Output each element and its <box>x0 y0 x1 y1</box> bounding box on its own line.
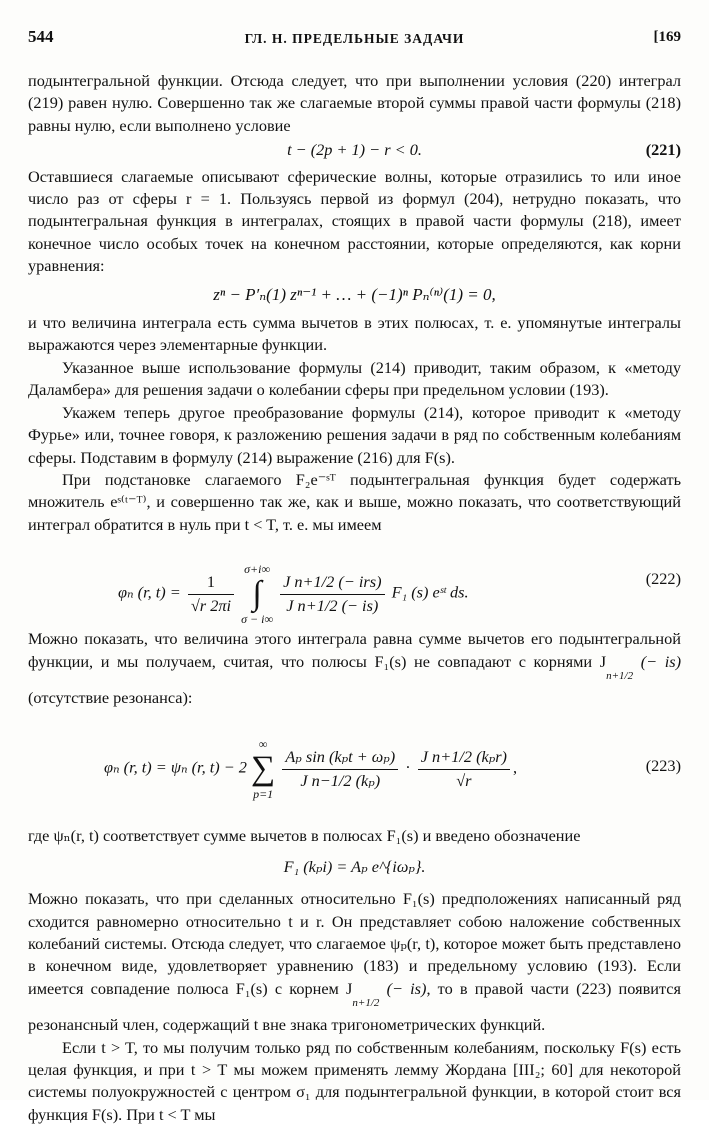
paragraph: Можно показать, что величина этого интеграла равна сумме вычетов его подынтегральной функции, и мы получаем, считая, что полюсы F₁(s) не совпадают с корнями $J_{n+1/2}$ (− is) (отсутствие резонанса): <box>28 629 681 707</box>
paragraph-text: Можно показать, что величина этого интеграла равна сумме вычетов его подынтегральной функции, и мы получаем, считая, что полюсы F₁(s) не совпадают с корнями J <box>28 629 681 671</box>
paragraph: Если t > T, то мы получим только ряд по собственным колебаниям, поскольку F(s) есть целая функция, и при t > T мы можем применять лемму Жордана [III₂; 60] для некоторой системы полуокружностей с центром σ₁ для подынтегральной функции, в которой стоит вся функция F(s). При t < T мы <box>28 1037 681 1124</box>
equation-221-expr: t − (2p + 1) − r < 0. <box>287 140 422 160</box>
equation-roots: zⁿ − P′ₙ(1) zⁿ⁻¹ + … + (−1)ⁿ Pₙ⁽ⁿ⁾(1) = 0, <box>213 284 496 304</box>
eq223-den2: √r <box>456 770 472 790</box>
paragraph-text: (отсутствие резонанса): <box>28 687 193 707</box>
eq223-num1: Aₚ sin (kₚt + ωₚ) <box>282 746 398 769</box>
equation-number: (223) <box>645 756 681 776</box>
integral-sign: ∫ <box>252 575 262 613</box>
equation-number: (222) <box>645 569 681 589</box>
paragraph: Указанное выше использование формулы (214) приводит, таким образом, к «методу Даламбера» для решения задачи о колебании сферы при предельном условии (193). <box>28 357 681 400</box>
equation-number: (221) <box>645 140 681 160</box>
equation-223: φₙ (r, t) = ψₙ (r, t) − 2 ∞ ∑ p=1 $\frac{\text{Aₚ sin (kₚt + ωₚ)}}{\text{J n−1/2 (kₚ)}}$ · $\frac{\text{J n+1/2 (kₚr)}}{√r}$ , (223) <box>104 737 681 802</box>
eq222-coef-den: √r 2πi <box>190 595 232 615</box>
eq223-num2: J n+1/2 (kₚr) <box>418 746 510 769</box>
paragraph: Можно показать, что при сделанных относительно F₁(s) предположениях написанный ряд сходится равномерно относительно t и r. Он представляет собою наложение собственных колебаний системы. Отсюда следует, что слагаемое ψₚ(r, t), которое может быть представлено в конечном виде, удовлетворяет уравнению (183) и предельному условию (193). Если имеется совпадение полюса F₁(s) с корнем $J_{n+1/2}$ (− is), то в правой части (223) появится резонансный член, содержащий t вне знака тригонометрических функций. <box>28 889 682 1035</box>
page-number: 544 <box>28 27 54 46</box>
inline-bessel-arg: (− is) <box>640 651 681 671</box>
eq222-lower-limit: σ − i∞ <box>241 612 274 627</box>
paragraph: Оставшиеся слагаемые описывают сферические волны, которые отразились то или иное число раз от сферы r = 1. Пользуясь первой из формул (204), нетрудно показать, что подынтегральная функция в интегралах, стоящих в правой части формулы (218), имеет конечное число особых точек на конечном расстоянии, которые определяются, как корни уравнения: <box>28 166 681 276</box>
paragraph: Укажем теперь другое преобразование формулы (214), которое приводит к «методу Фурье» или, точнее говоря, к разложению решения задачи в ряд по собственным колебаниям сферы. Подставим в формулу (214) выражение (216) для F(s). <box>28 402 681 467</box>
page-body <box>28 70 681 1126</box>
eq222-tail: F₁ (s) eˢᵗ ds. <box>391 582 469 602</box>
eq223-sum <box>251 737 275 801</box>
paragraph-text: , то в правой части (223) появится резонансный член, содержащий t вне знака тригонометрических функций. <box>28 978 682 1035</box>
eq223-sum-lower: p=1 <box>253 787 274 802</box>
eq222-coefficient <box>188 571 234 617</box>
eq223-lhs: φₙ (r, t) = ψₙ (r, t) − 2 <box>104 758 247 778</box>
chapter-title: ГЛ. Н. ПРЕДЕЛЬНЫЕ ЗАДАЧИ <box>244 31 465 46</box>
eq223-sum-upper: ∞ <box>258 737 268 752</box>
eq223-second-fraction <box>418 746 510 792</box>
sum-sign: ∑ <box>251 750 276 788</box>
equation-221 <box>28 139 681 161</box>
eq222-lhs: φₙ (r, t) = <box>118 582 181 602</box>
paragraph: При подстановке слагаемого F₂e⁻ˢᵀ подынтегральная функция будет содержать множитель eˢ⁽ᵗ⁻ᵀ⁾, и совершенно так же, как и выше, можно показать, что соответствующий интеграл обратится в нуль при t < T, т. е. мы имеем <box>28 469 681 534</box>
eq222-bessel-ratio <box>280 571 384 617</box>
eq222-integral <box>241 562 273 626</box>
eq222-numerator: J n+1/2 (− irs) <box>280 571 384 594</box>
eq222-upper-limit: σ+i∞ <box>244 562 271 577</box>
equation-222 <box>28 540 681 627</box>
eq222-coef-num: 1 <box>188 571 234 594</box>
page-header <box>28 26 681 48</box>
inline-bessel-arg: (− is) <box>386 978 427 998</box>
eq222-denominator: J n+1/2 (− is) <box>286 595 379 615</box>
equation-definition: F₁ (kₚi) = Aₚ e^{iωₚ}. <box>283 856 426 876</box>
paragraph: где ψₙ(r, t) соответствует сумме вычетов в полюсах F₁(s) и введено обозначение <box>28 826 581 846</box>
eq223-den1: J n−1/2 (kₚ) <box>300 770 381 790</box>
paragraph: и что величина интеграла есть сумма вычетов в этих полюсах, т. е. упомянутые интегралы выражаются через элементарные функции. <box>28 313 681 355</box>
eq223-first-fraction <box>282 746 398 792</box>
paragraph: подынтегральной функции. Отсюда следует, что при выполнении условия (220) интеграл (219) равен нулю. Совершенно так же слагаемые второй суммы правой части формулы (218) равны нулю, если выполнено условие <box>28 71 681 135</box>
section-number: [169 <box>653 29 681 45</box>
paragraph-text: Можно показать, что при сделанных относительно F₁(s) предположениях написанный ряд сходится равномерно относительно t и r. Он представляет собою наложение собственных колебаний системы. Отсюда следует, что слагаемое ψₚ(r, t), которое может быть представлено в конечном виде, удовлетворяет уравнению (183) и предельному условию (193). Если имеется совпадение полюса F₁(s) с корнем J <box>28 889 681 998</box>
